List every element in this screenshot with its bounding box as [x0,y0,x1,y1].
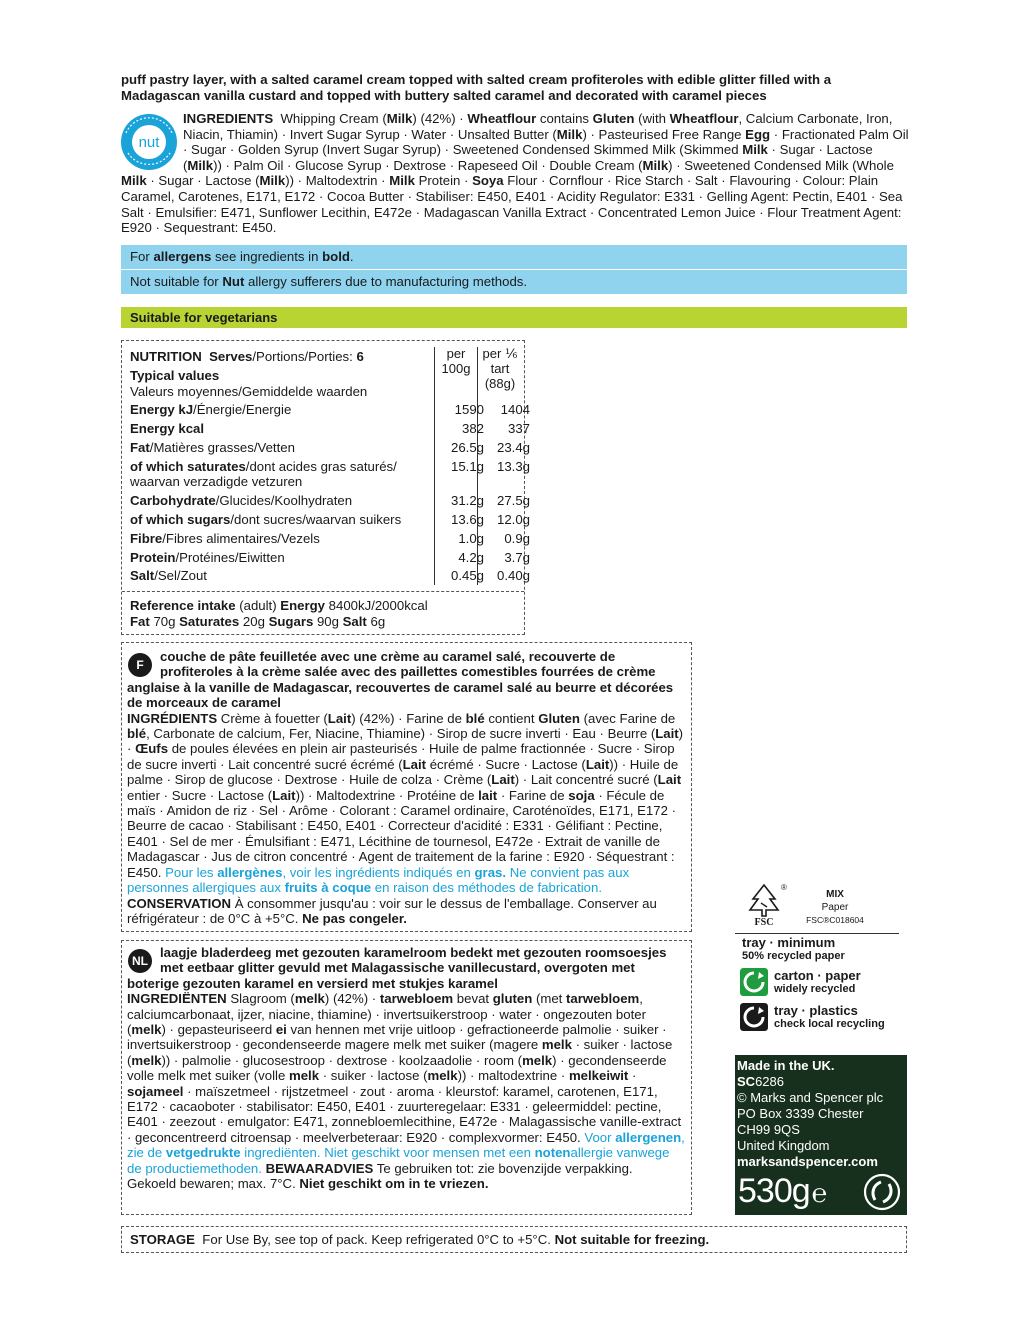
green-dot-icon [863,1173,901,1211]
address-po: PO Box 3339 Chester [737,1106,864,1121]
nutrition-table: NUTRITION Serves/Portions/Porties: 6 Typical values Valeurs moyennes/Gemiddelde waarden per 100g per ⅙ tart (88g) Energy kJ/Énergie/Energie 1590 1404 Energy kcal 382 337 Fat/Matières grasses/Vetten 26.5g 23.4g of which saturates/dont acides gras saturés/ waarvan verzadigde vetzuren 15.1g 13.3g Carbohydrate/Glucides/Koolhydraten 31.2g 27.5g of which sugars/dont sucres/waarvan suikers 13.6g 12.0g Fibre/Fibres alimentaires/Vezels 1.0g 0.9g Protein/Protéines/Eiwitten 4.2g 3.7g Salt/Sel/Zout 0.45g 0.40g Reference intake (adult) Energy 8400kJ/2000kcal Fat 70g Saturates 20g Sugars 90g Salt 6g [121,340,525,635]
nut-warning: Not suitable for Nut allergy sufferers due to manufacturing methods. [121,269,907,292]
product-description: puff pastry layer, with a salted caramel cream topped with salted cream profiteroles with edible glitter filled with a Madagascan vanilla custard and topped with buttery salted caramel and decorated with caramel pieces [121,72,832,103]
col-per-portion: per ⅙ tart (88g) [482,346,518,391]
fsc-label [735,883,907,933]
value-per-portion: 12.0g [496,512,530,527]
french-section [121,642,692,932]
value-per-100g: 13.6g [450,512,484,527]
dutch-text: laagje bladerdeeg met gezouten karamelroom bedekt met gezouten roomsoesjes met eetbaar glitter gevuld met Malagassische vanillecustard, overgoten met boterige gezouten karamel en versierd met stukjes karamel INGREDIËNTEN Slagroom (melk) (42%) · tarwebloem bevat gluten (met tarwebloem, calciumcarbonaat, ijzer, niacine, thiamine) · invertsuikerstroop · water · ongezouten boter (melk) · gepasteuriseerd ei van hennen met vrije uitloop · gefractioneerde palmolie · suiker · invertsuikerstroop · gecondenseerde magere melk met suiker (magere melk · suiker · lactose (melk)) · palmolie · glucosestroop · dextrose · koolzaadolie · room (melk) · gecondenseerde volle melk met suiker (volle melk · suiker · lactose (melk)) · maltodextrine · melkeiwit · sojameel · maïszetmeel · rijstzetmeel · zout · aroma · kleurstof: karamel, carotenen, E171, E172 · cacaoboter · stabilisator: E450, E401 · zuurteregelaar: E331 · geleermiddel: pectine, E401 · zeezout · emulgator: E471, zonnebloemlecithine, E472e · Malagassische vanille-extract · geconcentreerd citroensap · meelverbeteraar: E920 · complexvormer: E450. Voor allergenen, zie de vetgedrukte ingrediënten. Niet geschikt voor mensen met een notenallergie vanwege de productiemethoden. BEWAARADVIES Te gebruiken tot: zie bovenzijde verpakking. Gekoeld bewaren; max. 7°C. Niet geschikt om in te vriezen. [127,945,685,1192]
nutrient-label: Fibre/Fibres alimentaires/Vezels [130,531,320,546]
value-per-portion: 13.3g [496,459,530,474]
value-per-100g: 1.0g [458,531,484,546]
address-postcode: CH99 9QS [737,1122,800,1137]
sc-code: SC6286 [737,1074,784,1089]
nutrient-label: Energy kJ/Énergie/Energie [130,402,292,417]
ingredients-en: INGREDIENTS Whipping Cream (Milk) (42%) · Wheatflour contains Gluten (with Wheatflour, Calcium Carbonate, Iron, Niacin, Thiamin) · Invert Sugar Syrup · Water · Unsalted Butter (Milk) · Pasteurised Free Range Egg · Fractionated Palm Oil · Sugar · Golden Syrup (Invert Sugar Syrup) · Sweetened Condensed Skimmed Milk (Skimmed Milk · Sugar · Lactose (Milk)) · Palm Oil · Glucose Syrup · Dextrose · Rapeseed Oil · Double Cream (Milk) · Sweetened Condensed Milk (Whole Milk · Sugar · Lactose (Milk)) · Maltodextrin · Milk Protein · Soya Flour · Cornflour · Rice Starch · Salt · Flavouring · Colour: Plain Caramel, Carotenes, E171, E172 · Cocoa Butter · Stabiliser: E450, E401 · Acidity Regulator: E331 · Gelling Agent: Pectin, E401 · Sea Salt · Emulsifier: E471, Sunflower Lecithin, E472e · Madagascan Vanilla Extract · Concentrated Lemon Juice · Flour Treatment Agent: E920 · Sequestrant: E450. [121,111,909,236]
allergen-advice [121,245,907,294]
vegetarian-label: Suitable for vegetarians [121,307,907,328]
lang-badge-fr: F [128,653,152,677]
nutrient-label: of which sugars/dont sucres/waarvan suikers [130,512,402,527]
nutrient-label: Carbohydrate/Glucides/Koolhydraten [130,493,353,508]
fsc-logo-text: FSC [754,917,774,927]
allergen-bold-note: For allergens see ingredients in bold. [130,249,354,264]
lang-badge-nl: NL [128,949,152,973]
fsc-tree-icon [747,883,781,927]
value-per-portion: 1404 [500,402,530,417]
value-per-100g: 4.2g [458,550,484,565]
copyright: © Marks and Spencer plc [737,1090,884,1105]
value-per-portion: 337 [507,421,530,436]
website: marksandspencer.com [737,1154,878,1169]
value-per-portion: 27.5g [496,493,530,508]
fsc-reg: ® [781,883,787,892]
nutrient-label: of which saturates/dont acides gras saturés/ waarvan verzadigde vetzuren [130,459,397,489]
col-per-100g: per 100g [441,346,471,376]
value-per-portion: 0.40g [496,568,530,583]
nutrient-label: Energy kcal [130,421,205,436]
estimated-mark-icon: ℮ [811,1178,827,1208]
net-weight: 530g℮ [738,1172,827,1210]
nutrient-label: Fat/Matières grasses/Vetten [130,440,295,455]
value-per-100g: 382 [461,421,484,436]
value-per-portion: 23.4g [496,440,530,455]
manufacturer-box [735,1055,907,1215]
widely-recycled-icon [740,968,768,996]
address-country: United Kingdom [737,1138,830,1153]
value-per-portion: 3.7g [504,550,530,565]
value-per-portion: 0.9g [504,531,530,546]
check-local-recycling-icon [740,1003,768,1031]
value-per-100g: 26.5g [450,440,484,455]
value-per-100g: 0.45g [450,568,484,583]
nut-badge-text: nut [138,134,160,151]
french-text: couche de pâte feuilletée avec une crème au caramel salé, recouverte de profiteroles à la crème salée avec des paillettes comestibles fourrées de crème anglaise à la vanille de Madagascar, recouvertes de caramel salé au beurre et décorées de morceaux de caramel INGRÉDIENTS Crème à fouetter (Lait) (42%) · Farine de blé contient Gluten (avec Farine de blé, Carbonate de calcium, Fer, Niacine, Thiamine) · Sirop de sucre inverti · Eau · Beurre (Lait) · Œufs de poules élevées en plein air pasteurisés · Huile de palme fractionnée · Sucre · Sirop de sucre inverti · Lait concentré sucré écrémé (Lait écrémé · Sucre · Lactose (Lait)) · Huile de palme · Sirop de glucose · Dextrose · Huile de colza · Crème (Lait) · Lait concentré sucré (Lait entier · Sucre · Lactose (Lait)) · Maltodextrine · Protéine de lait · Farine de soja · Fécule de maïs · Amidon de riz · Sel · Arôme · Colorant : Caramel ordinaire, Caroténoïdes, E171, E172 · Beurre de cacao · Stabilisant : E450, E401 · Correcteur d'acidité : E331 · Gélifiant : Pectine, E401 · Sel de mer · Émulsifiant : E471, Lécithine de tournesol, E472e · Extrait de vanille de Madagascar · Jus de citron concentré · Agent de traitement de la farine : E920 · Séquestrant : E450. Pour les allergènes, voir les ingrédients indiqués en gras. Ne convient pas aux personnes allergiques aux fruits à coque en raison des méthodes de fabrication. CONSERVATION À consommer jusqu'au : voir sur le dessus de l'emballage. Conserver au réfrigérateur : de 0°C à +5°C. Ne pas congeler. [127,649,684,926]
nutrient-label: Salt/Sel/Zout [130,568,207,583]
nutrient-label: Protein/Protéines/Eiwitten [130,550,285,565]
fsc-details: MIX Paper FSC®C018604 [806,889,864,925]
dutch-section [121,940,692,1215]
made-in: Made in the UK. [737,1058,835,1073]
value-per-100g: 15.1g [450,459,484,474]
value-per-100g: 1590 [454,402,484,417]
value-per-100g: 31.2g [450,493,484,508]
storage-advice: STORAGE For Use By, see top of pack. Keep refrigerated 0°C to +5°C. Not suitable for freezing. [121,1226,907,1253]
